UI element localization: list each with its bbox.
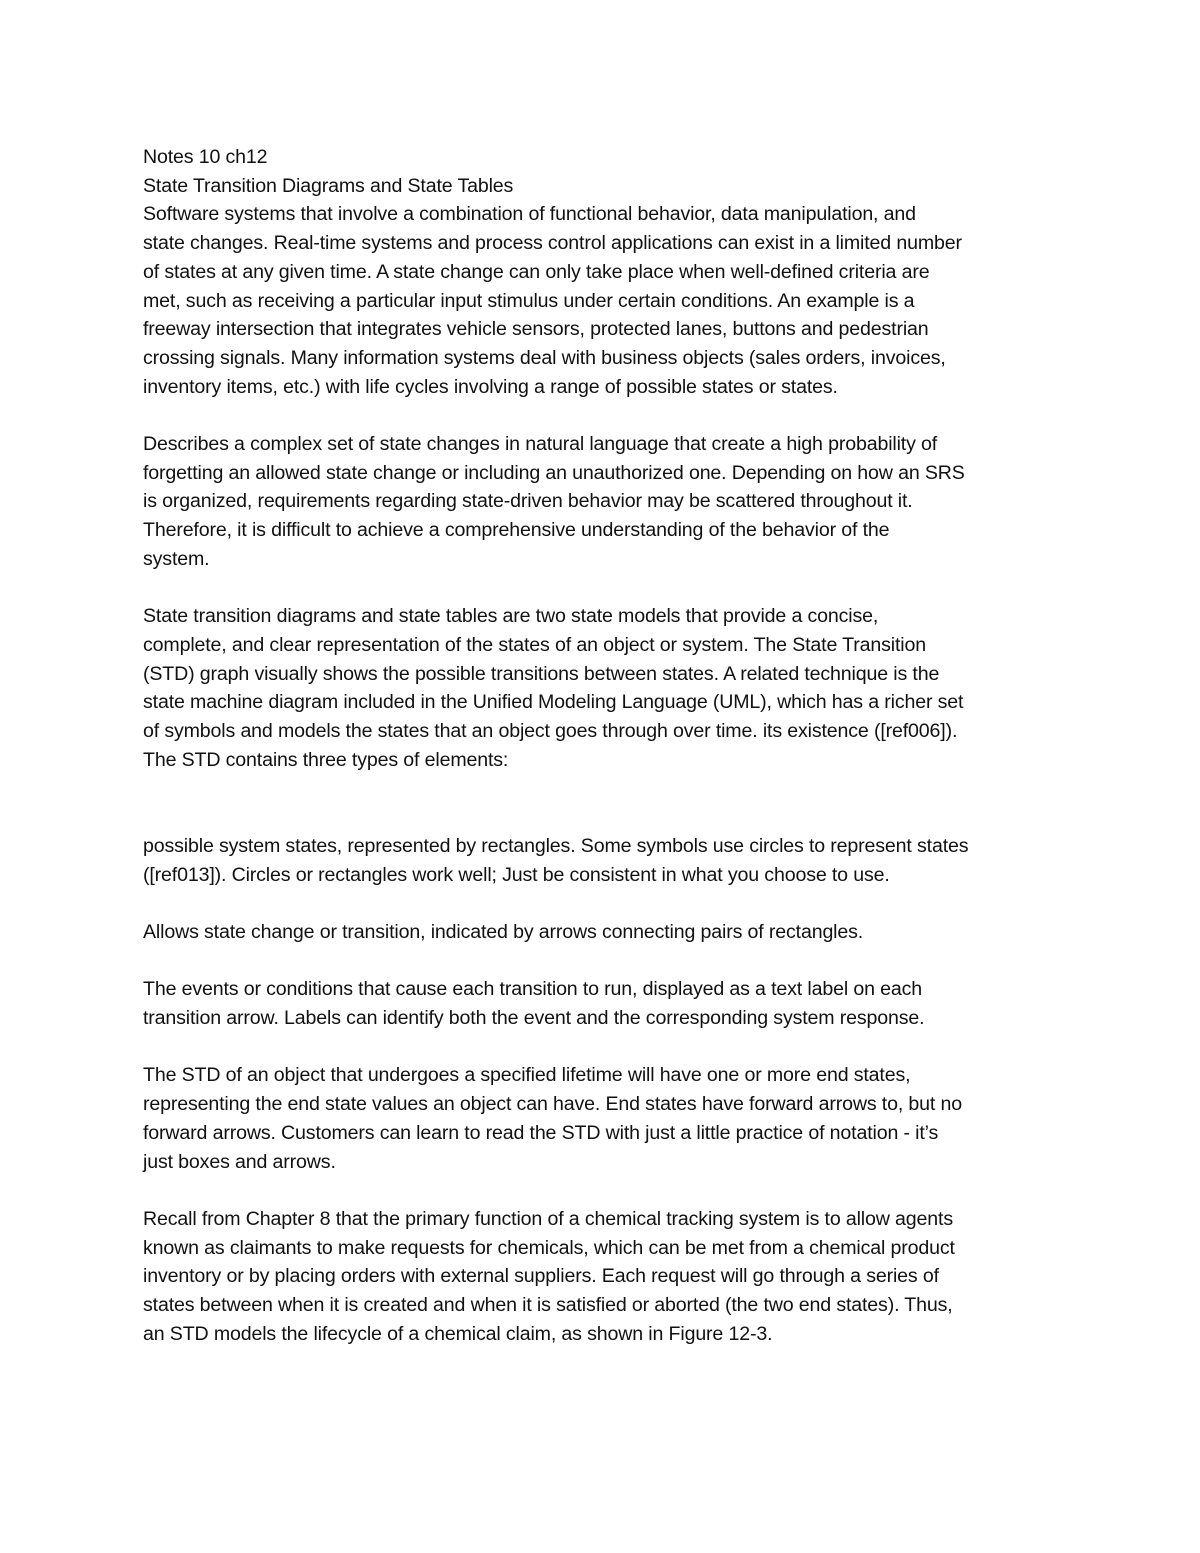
paragraph-line: (STD) graph visually shows the possible transitions between states. A related technique is the (143, 662, 940, 685)
paragraph-line: inventory or by placing orders with external suppliers. Each request will go through a series of (143, 1265, 939, 1288)
paragraph-line: Software systems that involve a combination of functional behavior, data manipulation, and (143, 203, 916, 226)
paragraph-line: crossing signals. Many information systems deal with business objects (sales orders, invoices, (143, 346, 946, 369)
paragraph-transitions (143, 918, 1068, 947)
paragraph-line: Recall from Chapter 8 that the primary function of a chemical tracking system is to allow agents (143, 1207, 953, 1230)
paragraph-line: Therefore, it is difficult to achieve a comprehensive understanding of the behavior of the (143, 519, 890, 542)
paragraph-chemical-tracking (143, 1205, 1068, 1349)
paragraph-spacer (143, 774, 1068, 831)
paragraph-line: Allows state change or transition, indicated by arrows connecting pairs of rectangles. (143, 920, 864, 943)
paragraph-spacer (143, 574, 1068, 603)
paragraph-spacer (143, 889, 1068, 918)
paragraph-state-models (143, 602, 1068, 774)
paragraph-spacer (143, 1176, 1068, 1205)
paragraph-line: transition arrow. Labels can identify both the event and the corresponding system response. (143, 1007, 925, 1030)
paragraph-line: an STD models the lifecycle of a chemical claim, as shown in Figure 12-3. (143, 1322, 773, 1345)
paragraph-line: of states at any given time. A state change can only take place when well-defined criteria are (143, 260, 930, 283)
paragraph-line: State transition diagrams and state tables are two state models that provide a concise, (143, 605, 879, 628)
paragraph-line: just boxes and arrows. (143, 1150, 336, 1173)
paragraph-spacer (143, 401, 1068, 430)
paragraph-line: freeway intersection that integrates vehicle sensors, protected lanes, buttons and pedestrian (143, 318, 929, 341)
paragraph-spacer (143, 947, 1068, 976)
paragraph-line: states between when it is created and when it is satisfied or aborted (the two end states). Thus, (143, 1294, 953, 1317)
document-title: Notes 10 ch12 (143, 146, 268, 168)
paragraph-line: forward arrows. Customers can learn to read the STD with just a little practice of notation - it’s (143, 1121, 939, 1144)
document-subtitle: State Transition Diagrams and State Tables (143, 174, 514, 197)
paragraph-intro (143, 200, 1068, 401)
paragraph-line: ([ref013]). Circles or rectangles work well; Just be consistent in what you choose to use. (143, 863, 890, 886)
paragraph-complexity (143, 430, 1068, 574)
paragraph-line: possible system states, represented by rectangles. Some symbols use circles to represent states (143, 834, 969, 857)
paragraph-events (143, 975, 1068, 1032)
paragraph-line: The events or conditions that cause each transition to run, displayed as a text label on each (143, 978, 922, 1001)
paragraph-line: known as claimants to make requests for chemicals, which can be met from a chemical product (143, 1236, 955, 1259)
paragraph-spacer (143, 1033, 1068, 1062)
paragraph-line: forgetting an allowed state change or including an unauthorized one. Depending on how an SRS (143, 461, 965, 484)
paragraph-line: is organized, requirements regarding state-driven behavior may be scattered throughout it. (143, 490, 913, 513)
paragraph-line: system. (143, 547, 210, 570)
paragraph-states (143, 832, 1068, 889)
paragraph-line: state machine diagram included in the Unified Modeling Language (UML), which has a richer set (143, 691, 964, 714)
paragraph-line: Describes a complex set of state changes in natural language that create a high probability of (143, 433, 938, 456)
paragraph-line: inventory items, etc.) with life cycles involving a range of possible states or states. (143, 375, 838, 398)
paragraph-end-states (143, 1061, 1068, 1176)
document-body (143, 143, 1068, 1348)
paragraph-line: The STD contains three types of elements: (143, 748, 509, 771)
paragraph-line: met, such as receiving a particular input stimulus under certain conditions. An example is a (143, 289, 915, 312)
paragraph-line: of symbols and models the states that an object goes through over time. its existence ([ref006]). (143, 720, 958, 743)
paragraph-line: complete, and clear representation of the states of an object or system. The State Transition (143, 633, 926, 656)
paragraph-line: state changes. Real-time systems and process control applications can exist in a limited number (143, 232, 962, 255)
paragraph-line: The STD of an object that undergoes a specified lifetime will have one or more end states, (143, 1064, 911, 1087)
paragraph-line: representing the end state values an object can have. End states have forward arrows to, but no (143, 1093, 962, 1116)
